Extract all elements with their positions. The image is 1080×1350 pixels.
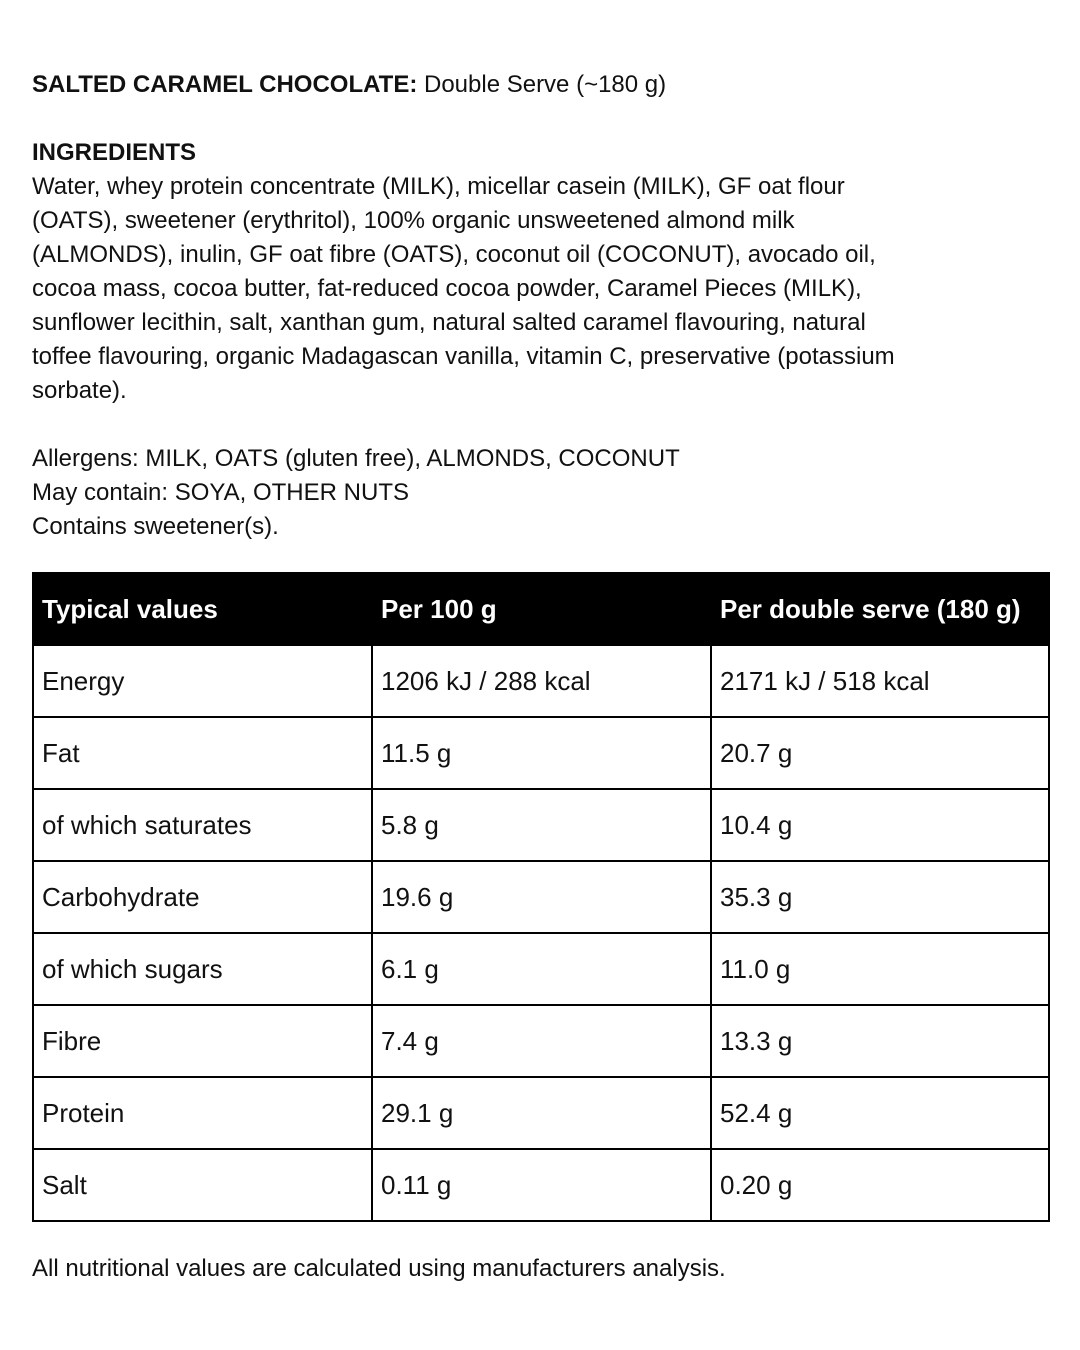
per-serve-value: 2171 kJ / 518 kcal [711, 645, 1049, 717]
table-row [33, 717, 1049, 789]
per-serve-value: 35.3 g [711, 861, 1049, 933]
footnote: All nutritional values are calculated using manufacturers analysis. [32, 1255, 726, 1282]
per-100g-value: 19.6 g [372, 861, 711, 933]
table-row [33, 645, 1049, 717]
nutrient-name: Salt [33, 1149, 372, 1221]
nutrient-name: Protein [33, 1077, 372, 1149]
table-row [33, 933, 1049, 1005]
table-row [33, 861, 1049, 933]
allergens-line: Allergens: MILK, OATS (gluten free), ALMONDS, COCONUT [32, 445, 680, 472]
per-100g-value: 1206 kJ / 288 kcal [372, 645, 711, 717]
per-serve-value: 0.20 g [711, 1149, 1049, 1221]
may-contain-line: May contain: SOYA, OTHER NUTS [32, 479, 409, 506]
ingredients-text: Water, whey protein concentrate (MILK), micellar casein (MILK), GF oat flour (OATS), sweetener (erythritol), 100% organic unsweetened almond milk (ALMONDS), inulin, GF oat fibre (OATS), coconut oil (COCONUT), avocado oil, cocoa mass, cocoa butter, fat-reduced cocoa powder, Caramel Pieces (MILK), sunflower lecithin, salt, xanthan gum, natural salted caramel flavouring, natural toffee flavouring, organic Madagascan vanilla, vitamin C, preservative (potassium sorbate). [32, 173, 895, 404]
nutrient-name: Fibre [33, 1005, 372, 1077]
nutrient-name: Energy [33, 645, 372, 717]
per-serve-value: 52.4 g [711, 1077, 1049, 1149]
allergen-info [32, 442, 680, 544]
per-serve-value: 13.3 g [711, 1005, 1049, 1077]
per-serve-value: 20.7 g [711, 717, 1049, 789]
table-row [33, 1005, 1049, 1077]
product-title [32, 68, 666, 102]
per-100g-value: 7.4 g [372, 1005, 711, 1077]
per-100g-value: 11.5 g [372, 717, 711, 789]
nutrient-name: of which saturates [33, 789, 372, 861]
header-per-100g: Per 100 g [372, 573, 711, 645]
table-row [33, 789, 1049, 861]
header-typical-values: Typical values [33, 573, 372, 645]
table-row [33, 1077, 1049, 1149]
per-100g-value: 5.8 g [372, 789, 711, 861]
nutrition-table [32, 572, 1050, 1222]
table-header-row [33, 573, 1049, 645]
header-per-serve: Per double serve (180 g) [711, 573, 1049, 645]
per-100g-value: 6.1 g [372, 933, 711, 1005]
per-serve-value: 11.0 g [711, 933, 1049, 1005]
serve-size: Double Serve (~180 g) [423, 71, 667, 98]
nutrient-name: Fat [33, 717, 372, 789]
per-100g-value: 0.11 g [372, 1149, 711, 1221]
per-serve-value: 10.4 g [711, 789, 1049, 861]
nutrient-name: Carbohydrate [33, 861, 372, 933]
table-row [33, 1149, 1049, 1221]
per-100g-value: 29.1 g [372, 1077, 711, 1149]
ingredients-heading: INGREDIENTS [32, 139, 197, 166]
product-name: SALTED CARAMEL CHOCOLATE: [32, 71, 418, 98]
sweetener-line: Contains sweetener(s). [32, 513, 279, 540]
nutrient-name: of which sugars [33, 933, 372, 1005]
